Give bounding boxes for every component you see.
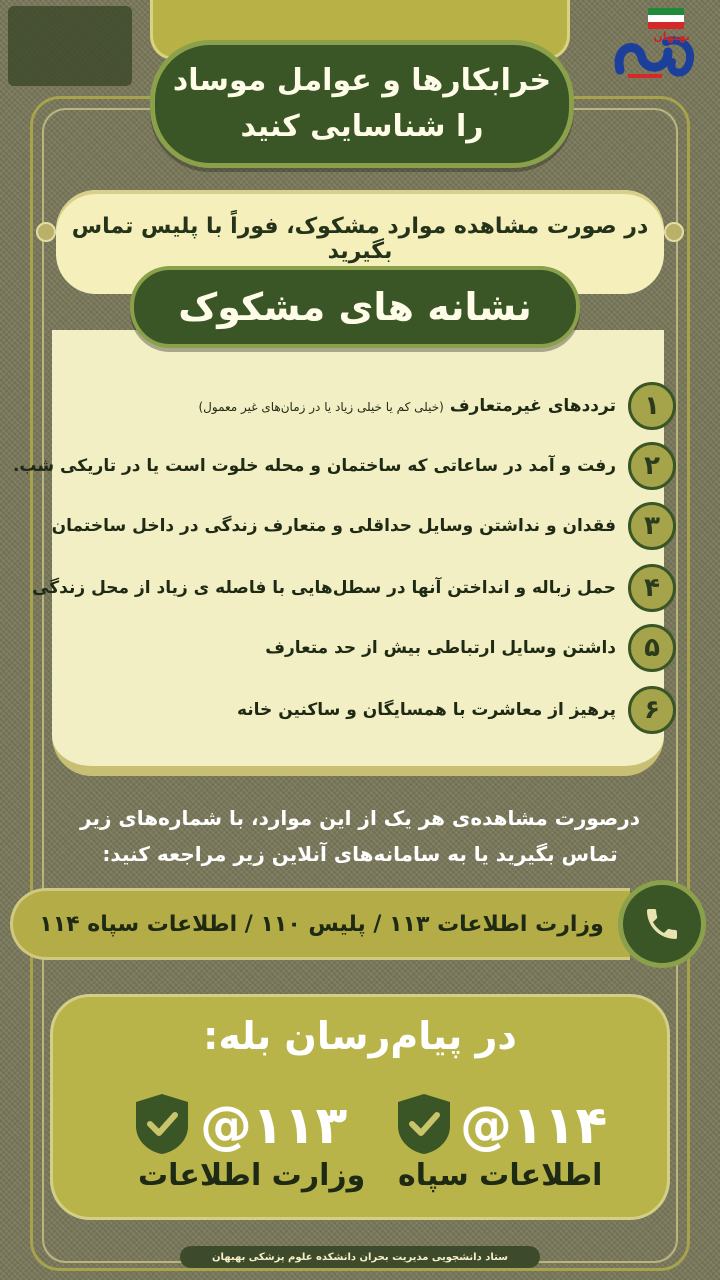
- list-item: ۳ فقدان و نداشتن وسایل حداقلی و متعارف زندگی در داخل ساختمان: [96, 502, 676, 550]
- phone-numbers-bar: [10, 888, 630, 960]
- page-title: [150, 40, 574, 168]
- number-badge: ۲: [628, 442, 676, 490]
- list-item: ۶ پرهیز از معاشرت با همسایگان و ساکنین خانه: [96, 686, 676, 734]
- phone-icon: [618, 880, 706, 968]
- list-item: ۵ داشتن وسایل ارتباطی بیش از حد متعارف: [96, 624, 676, 672]
- title-line-1: خرابکارها و عوامل موساد: [172, 63, 552, 98]
- notice-text: در صورت مشاهده موارد مشکوک، فوراً با پلیس تماس بگیرید: [71, 214, 649, 264]
- number-badge: ۵: [628, 624, 676, 672]
- logo: بهبهان: [608, 6, 708, 84]
- list-item: ۴ حمل زباله و انداختن آنها در سطل‌هایی با فاصله ی زیاد از محل زندگی: [96, 564, 676, 612]
- number-badge: ۱: [628, 382, 676, 430]
- number-badge: ۳: [628, 502, 676, 550]
- contact-instructions: درصورت مشاهده‌ی هر یک از این موارد، با شماره‌های زیر تماس بگیرید یا به سامانه‌های آنلاین زیر مراجعه کنید:: [80, 806, 640, 866]
- number-badge: ۴: [628, 564, 676, 612]
- check-badge-icon: [394, 1092, 454, 1156]
- decorative-dot: [664, 222, 684, 242]
- messenger-handle[interactable]: @۱۱۴: [460, 1096, 608, 1156]
- messenger-handle[interactable]: @۱۱۳: [200, 1096, 348, 1156]
- title-line-2: را شناسایی کنید: [240, 109, 484, 144]
- messenger-title: در پیام‌رسان بله:: [203, 1014, 517, 1058]
- footer-credit: ستاد دانشجویی مدیریت بحران دانشکده علوم پزشکی بهبهان: [180, 1246, 540, 1268]
- list-item: ۲ رفت و آمد در ساعاتی که ساختمان و محله خلوت است یا در تاریکی شب.: [96, 442, 676, 490]
- phone-numbers: وزارت اطلاعات ۱۱۳ / پلیس ۱۱۰ / اطلاعات سپاه ۱۱۴: [39, 911, 604, 937]
- check-badge-icon: [132, 1092, 192, 1156]
- number-badge: ۶: [628, 686, 676, 734]
- signs-title: نشانه های مشکوک: [130, 266, 580, 348]
- decorative-dot: [36, 222, 56, 242]
- messenger-org: اطلاعات سپاه: [398, 1158, 603, 1193]
- list-item: ۱ ترددهای غیرمتعارف(خیلی کم یا خیلی زیاد یا در زمان‌های غیر معمول): [96, 382, 676, 430]
- messenger-org: وزارت اطلاعات: [138, 1158, 366, 1193]
- corner-panel: [8, 6, 132, 86]
